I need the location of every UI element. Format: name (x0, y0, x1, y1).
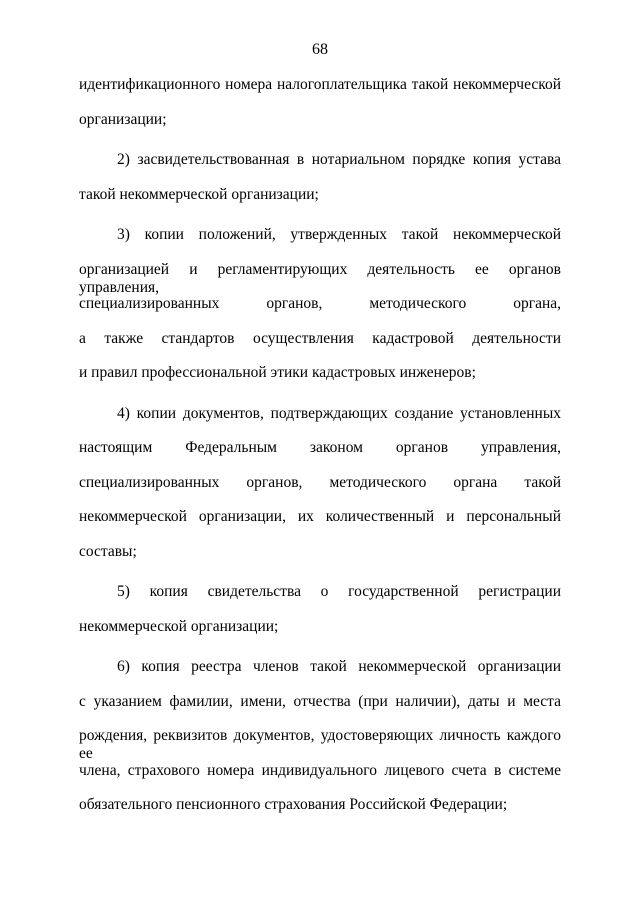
text-line: организации; (79, 110, 167, 128)
text-line: а также стандартов осуществления кадастровой деятельности (79, 329, 561, 347)
text-line: идентификационного номера налогоплательщика такой некоммерческой (79, 76, 561, 93)
text-line: 2) засвидетельствованная в нотариальном порядке копия устава (117, 151, 561, 168)
text-line: обязательного пенсионного страхования Российской Федерации; (79, 796, 508, 813)
text-line: настоящим Федеральным законом органов управления, (79, 439, 561, 456)
document-body (79, 76, 561, 831)
text-line: такой некоммерческой организации; (79, 185, 319, 203)
text-line: некоммерческой организации, их количественный и персональный (79, 508, 561, 525)
text-line: организацией и регламентирующих деятельность ее органов управления, (79, 260, 561, 296)
paragraph (79, 76, 561, 145)
text-line: рождения, реквизитов документов, удостоверяющих личность каждого ее (79, 727, 561, 762)
text-line: 4) копии документов, подтверждающих создание установленных (117, 404, 561, 422)
text-line: 6) копия реестра членов такой некоммерческой организации (117, 658, 561, 675)
paragraph (79, 405, 561, 578)
text-line: и правил профессиональной этики кадастровых инженеров; (79, 364, 476, 381)
paragraph (79, 151, 561, 220)
text-line: составы; (79, 542, 137, 560)
text-line: специализированных органов, методического органа, (79, 295, 561, 312)
text-line: с указанием фамилии, имени, отчества (при наличии), даты и места (79, 692, 561, 710)
paragraph (79, 583, 561, 652)
text-line: 3) копии положений, утвержденных такой некоммерческой (117, 226, 561, 243)
paragraph (79, 658, 561, 831)
paragraph (79, 226, 561, 399)
text-line: некоммерческой организации; (79, 617, 279, 635)
text-line: специализированных органов, методического органа такой (79, 473, 561, 491)
text-line: члена, страхового номера индивидуального лицевого счета в системе (79, 761, 561, 779)
page-number: 68 (312, 41, 328, 58)
text-line: 5) копия свидетельства о государственной регистрации (117, 583, 561, 600)
